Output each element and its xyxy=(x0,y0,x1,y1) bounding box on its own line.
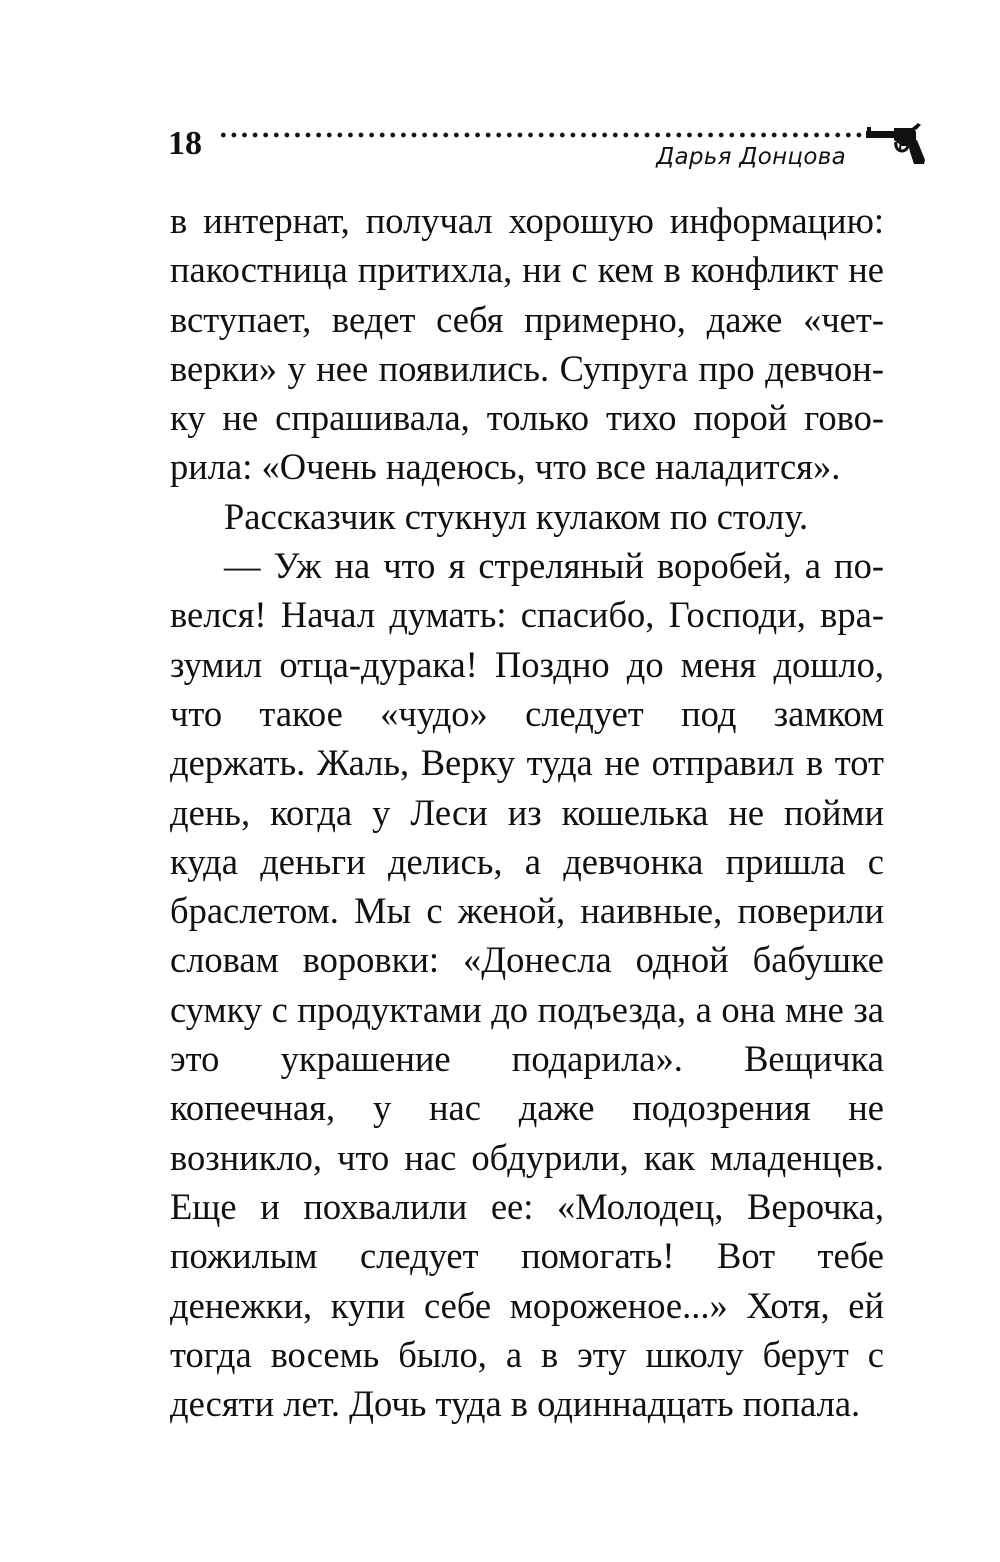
paragraph-3: — Уж на что я стреляный воробей, а повелся! Начал думать: спасибо, Господи, вразумил отца-дурака! Поздно до меня дошло, что такое «чудо» следует под замком держать. Жаль, Верку туда не отправил в тот день, когда у Леси из кошелька не пойми куда деньги делись, а девчонка пришла с браслетом. Мы с женой, наивные, поверили словам воровки: «Донесла одной бабушке сумку с продуктами до подъезда, а она мне за это украшение подарила». Вещичка копеечная, у нас даже подозрения не возникло, что нас обдурили, как младенцев. Еще и похвалили ее: «Молодец, Верочка, пожилым следует помогать! Вот тебе денежки, купи себе мороженое...» Хотя, ей тогда восемь было, а в эту школу берут с десяти лет. Дочь туда в одиннадцать попала. xyxy=(170,545,884,1425)
page-body xyxy=(170,196,884,1428)
author-name: Дарья Донцова xyxy=(656,144,846,170)
revolver-icon xyxy=(864,122,926,166)
running-header xyxy=(168,118,928,178)
page-number: 18 xyxy=(168,125,202,162)
paragraph-1: в интернат, получал хорошую информацию: пакостница притихла, ни с кем в конфликт не вступает, ведет себя примерно, даже «четверки» у нее появились. Супруга про девчонку не спрашивала, только тихо порой говорила: «Очень надеюсь, что все наладится». xyxy=(170,200,884,488)
paragraph-2: Рассказчик стукнул кулаком по столу. xyxy=(224,495,809,537)
dotted-rule xyxy=(218,132,873,138)
